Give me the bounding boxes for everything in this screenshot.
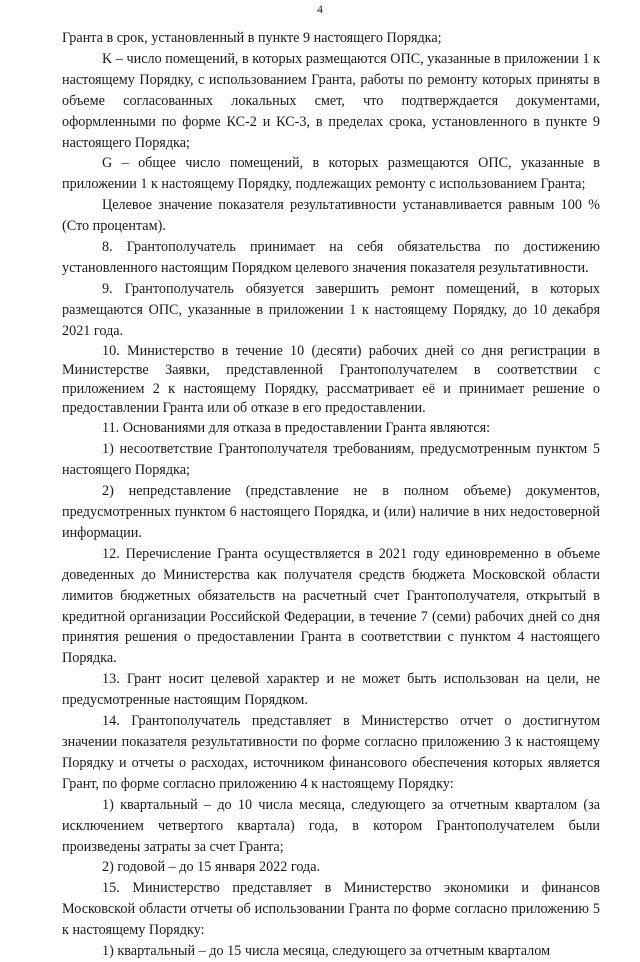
paragraph-item-15: 15. Министерство представляет в Министерство экономики и финансов Московской области отчеты об использовании Гранта по форме согласно приложению 5 к настоящему Порядку: — [62, 880, 600, 939]
paragraph-item-15-1: 1) квартальный – до 15 числа месяца, следующего за отчетным кварталом — [102, 943, 551, 960]
page-number: 4 — [317, 4, 323, 16]
paragraph-item-11-1: 1) несоответствие Грантополучателя требованиям, предусмотренным пунктом 5 настоящего Порядка; — [62, 441, 600, 479]
paragraph-k-definition: K – число помещений, в которых размещаются ОПС, указанные в приложении 1 к настоящему Порядку, с использованием Гранта, работы по ремонту которых приняты в объеме согласованных локальных смет, что подтверждается документами, оформленными по форме КС-2 и КС-3, в пределах срока, установленного в пункте 9 настоящего Порядка; — [62, 50, 600, 151]
paragraph-item-12: 12. Перечисление Гранта осуществляется в 2021 году единовременно в объеме доведенных до Министерства как получателя средств бюджета Московской области лимитов бюджетных обязательств на расчетный счет Грантополучателя, открытый в кредитной организации Российской Федерации, в течение 7 (семи) рабочих дней со дня принятия решения о предоставлении Гранта в соответствии с пунктом 4 настоящего Порядка. — [62, 545, 600, 667]
paragraph-item-8: 8. Грантополучатель принимает на себя обязательства по достижению установленного настоящим Порядком целевого значения показателя результативности. — [62, 239, 600, 276]
paragraph-continuation: Гранта в срок, установленный в пункте 9 настоящего Порядка; — [62, 30, 442, 46]
paragraph-item-11: 11. Основаниями для отказа в предоставлении Гранта являются: — [102, 420, 491, 437]
paragraph-item-14: 14. Грантополучатель представляет в Министерство отчет о достигнутом значении показателя результативности по форме согласно приложению 3 к настоящему Порядку и отчеты о расходах, источником финансового обеспечения которых является Грант, по форме согласно приложению 4 к настоящему Порядку: — [62, 713, 600, 792]
paragraph-target-value: Целевое значение показателя результативности устанавливается равным 100 % (Сто процентам). — [62, 197, 600, 235]
paragraph-item-11-2: 2) непредставление (представление не в полном объеме) документов, предусмотренных пунктом 6 настоящего Порядка, и (или) наличие в них недостоверной информации. — [62, 483, 600, 541]
paragraph-item-14-1: 1) квартальный – до 10 числа месяца, следующего за отчетным кварталом (за исключением четвертого квартала) года, в котором Грантополучателем были произведены затраты за счет Гранта; — [62, 796, 600, 855]
paragraph-item-9: 9. Грантополучатель обязуется завершить ремонт помещений, в которых размещаются ОПС, указанные в приложении 1 к настоящему Порядку, до 10 декабря 2021 года. — [62, 280, 600, 339]
paragraph-g-definition: G – общее число помещений, в которых размещаются ОПС, указанные в приложении 1 к настоящему Порядку, подлежащих ремонту с использованием Гранта; — [62, 155, 600, 193]
paragraph-item-10: 10. Министерство в течение 10 (десяти) рабочих дней со дня регистрации в Министерстве Заявки, представленной Грантополучателем в соответствии с приложением 2 к настоящему Порядку, рассматривает её и принимает решение о предоставлении Гранта или об отказе в его предоставлении. — [62, 342, 600, 417]
document-body — [62, 28, 600, 962]
paragraph-item-13: 13. Грант носит целевой характер и не может быть использован на цели, не предусмотренные настоящим Порядком. — [62, 671, 600, 709]
paragraph-item-14-2: 2) годовой – до 15 января 2022 года. — [102, 859, 321, 876]
